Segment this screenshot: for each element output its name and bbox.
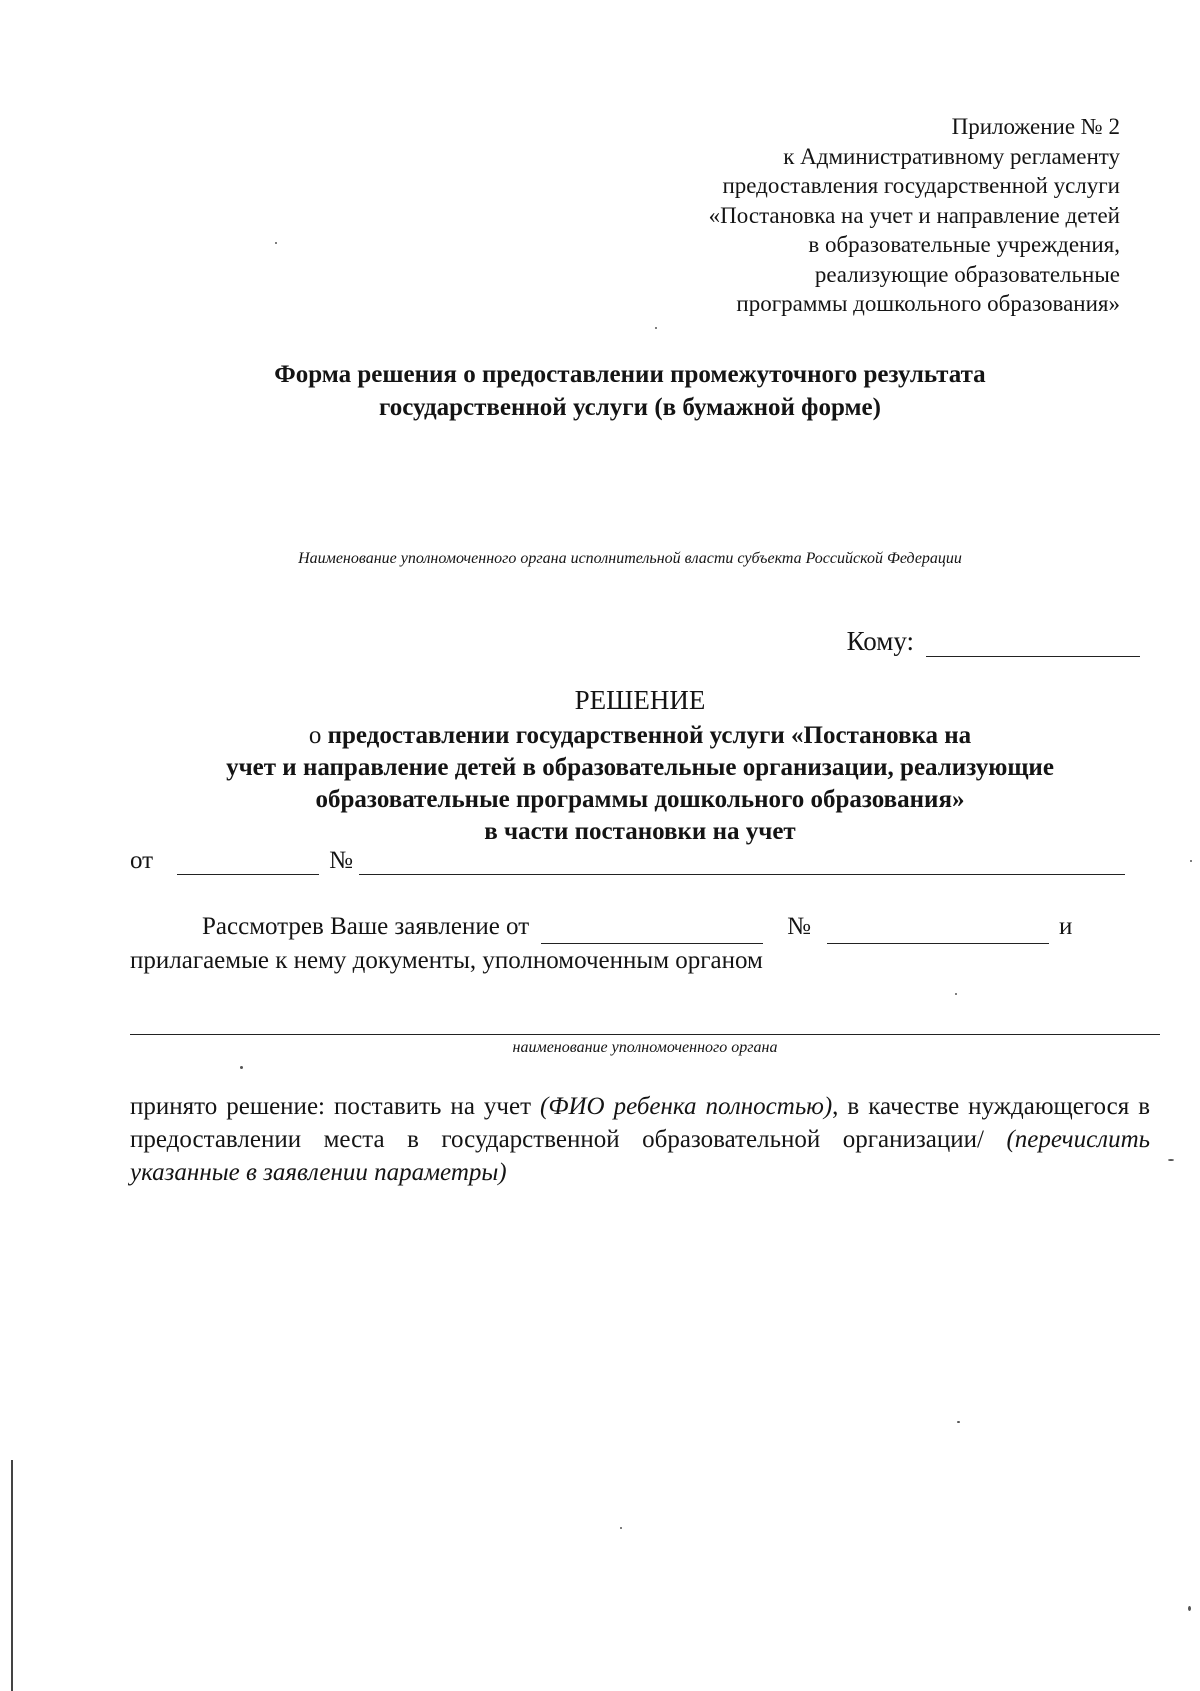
application-date-blank[interactable]: [541, 919, 763, 944]
decision-subtitle-line: в части постановки на учет: [484, 818, 796, 845]
decision-subtitle-prefix: о: [308, 722, 322, 749]
authority-name-blank[interactable]: [130, 1034, 1160, 1035]
recipient-label: Кому:: [846, 626, 914, 656]
scan-speck: [955, 993, 957, 995]
scan-speck: [240, 1066, 243, 1069]
scan-speck: [957, 1421, 960, 1423]
scan-speck: [275, 242, 277, 244]
decision-text-part: , в качестве нуждающегося в предоставлении места в государственной образовательной организации/: [130, 1093, 1151, 1153]
scan-speck: [1168, 1159, 1174, 1161]
authority-caption: Наименование уполномоченного органа исполнительной власти субъекта Российской Федерации: [298, 550, 962, 567]
decision-subtitle-line: образовательные программы дошкольного образования»: [315, 786, 965, 813]
decision-heading: РЕШЕНИЕ: [574, 685, 706, 715]
decision-subtitle-line: предоставлении государственной услуги «Постановка на: [327, 722, 972, 749]
date-number-line: [130, 847, 1130, 875]
form-title: [130, 358, 1130, 424]
scan-margin-line: [11, 1460, 13, 1691]
decision-subtitle: [140, 720, 1140, 848]
recipient-blank[interactable]: [926, 630, 1140, 657]
appendix-line: программы дошкольного образования»: [736, 291, 1120, 316]
recipient-line: [847, 626, 1140, 657]
scan-speck: [1190, 860, 1192, 862]
form-title-line: Форма решения о предоставлении промежуточного результата: [274, 361, 986, 388]
decision-text: [130, 1090, 1150, 1189]
appendix-line: «Постановка на учет и направление детей: [708, 202, 1120, 228]
appendix-line: к Административному регламенту: [783, 143, 1120, 169]
appendix-line: предоставления государственной услуги: [722, 173, 1120, 198]
scan-speck: [1188, 1606, 1191, 1611]
appendix-line: в образовательные учреждения,: [808, 232, 1120, 257]
considered-line2: прилагаемые к нему документы, уполномоченным органом: [130, 947, 763, 974]
application-number-label: №: [787, 913, 812, 940]
appendix-line: Приложение № 2: [951, 114, 1120, 139]
appendix-block: [560, 112, 1120, 319]
number-label: №: [329, 847, 353, 874]
scan-speck: [620, 1527, 622, 1529]
form-title-line: государственной услуги (в бумажной форме): [379, 394, 881, 421]
considered-lead: Рассмотрев Ваше заявление от: [202, 913, 530, 940]
decision-text-child-name: (ФИО ребенка полностью): [540, 1093, 833, 1120]
considered-paragraph: [130, 910, 1150, 978]
decision-subtitle-line: учет и направление детей в образовательные организации, реализующие: [226, 754, 1054, 781]
considered-and: и: [1059, 913, 1073, 940]
decision-text-part: принято решение: поставить на учет: [130, 1093, 541, 1120]
date-blank[interactable]: [177, 850, 319, 875]
appendix-line: реализующие образовательные: [814, 261, 1120, 287]
authority-line-caption: наименование уполномоченного органа: [512, 1039, 778, 1056]
scan-speck: [655, 327, 657, 329]
decision-text-parameters: (перечислить указанные в заявлении параметры): [130, 1126, 1150, 1186]
application-number-blank[interactable]: [827, 919, 1049, 944]
number-blank[interactable]: [359, 850, 1125, 875]
from-label: от: [130, 847, 154, 874]
